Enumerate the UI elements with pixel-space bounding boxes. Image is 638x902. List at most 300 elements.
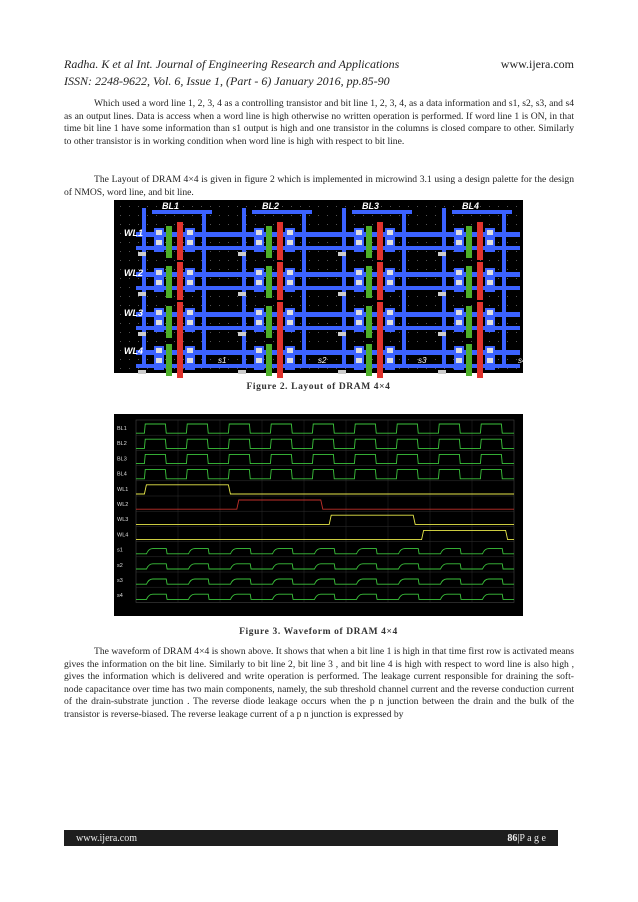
grid-dot: [408, 215, 409, 216]
grid-dot: [408, 278, 409, 279]
nmos-poly-gate: [177, 302, 183, 340]
grid-dot: [426, 332, 427, 333]
grid-dot: [372, 260, 373, 261]
grid-dot: [354, 215, 355, 216]
grid-dot: [138, 305, 139, 306]
grid-dot: [327, 242, 328, 243]
nmos-poly-gate: [477, 340, 483, 378]
grid-dot: [273, 341, 274, 342]
grid-dot: [291, 206, 292, 207]
grid-dot: [399, 305, 400, 306]
via: [238, 292, 246, 296]
contact: [256, 270, 262, 275]
word-line-label: WL2: [124, 268, 143, 278]
nmos-diffusion: [366, 306, 372, 338]
via: [138, 370, 146, 374]
signal-trace: [136, 594, 514, 599]
grid-dot: [435, 260, 436, 261]
grid-dot: [237, 215, 238, 216]
grid-dot: [498, 305, 499, 306]
grid-dot: [138, 368, 139, 369]
grid-dot: [300, 206, 301, 207]
grid-dot: [498, 278, 499, 279]
grid-dot: [408, 206, 409, 207]
grid-dot: [498, 224, 499, 225]
grid-dot: [273, 242, 274, 243]
grid-dot: [498, 296, 499, 297]
grid-dot: [390, 206, 391, 207]
grid-dot: [147, 332, 148, 333]
grid-dot: [516, 278, 517, 279]
contact: [256, 348, 262, 353]
grid-dot: [498, 242, 499, 243]
contact: [287, 320, 293, 325]
grid-dot: [390, 332, 391, 333]
grid-dot: [489, 215, 490, 216]
grid-dot: [489, 206, 490, 207]
signal-trace: [136, 454, 514, 463]
grid-dot: [408, 323, 409, 324]
grid-dot: [273, 305, 274, 306]
grid-dot: [201, 242, 202, 243]
grid-dot: [318, 251, 319, 252]
contact: [456, 270, 462, 275]
grid-dot: [228, 278, 229, 279]
grid-dot: [399, 251, 400, 252]
grid-dot: [390, 341, 391, 342]
figure-2-caption: Figure 2. Layout of DRAM 4×4: [246, 382, 391, 392]
contact: [156, 310, 162, 315]
grid-dot: [120, 224, 121, 225]
grid-dot: [129, 278, 130, 279]
grid-dot: [282, 215, 283, 216]
grid-dot: [480, 260, 481, 261]
grid-dot: [174, 251, 175, 252]
grid-dot: [300, 305, 301, 306]
paragraph-3: The waveform of DRAM 4×4 is shown above. It shows that when a bit line 1 is high in that time first row is activated means gives the information on the bit line. Similarly to bit line 2, bit line 3 , and bit line 4 is high with respect to word line is also high , gives the information which is delivered and write operation is performed. The leakage current responsible for draining the soft-node capacitance over time has two main components, namely, the sub threshold channel current and the reverse conduction current of the drain-substrate junction . The reverse diode leakage occurs when the p n junction between the drain and the bulk of the transistor is reverse-biased. The reverse leakage current of a p n junction is expressed by: [64, 646, 574, 720]
grid-dot: [435, 242, 436, 243]
contact: [156, 270, 162, 275]
grid-dot: [426, 251, 427, 252]
grid-dot: [201, 368, 202, 369]
grid-dot: [489, 332, 490, 333]
grid-dot: [336, 323, 337, 324]
grid-dot: [237, 368, 238, 369]
grid-dot: [273, 278, 274, 279]
grid-dot: [300, 251, 301, 252]
grid-dot: [138, 260, 139, 261]
grid-dot: [183, 323, 184, 324]
grid-dot: [255, 305, 256, 306]
grid-dot: [507, 323, 508, 324]
nmos-poly-gate: [177, 340, 183, 378]
bit-line-metal: [302, 210, 306, 368]
grid-dot: [426, 215, 427, 216]
contact: [487, 230, 493, 235]
grid-dot: [516, 251, 517, 252]
signal-trace: [136, 470, 514, 479]
grid-dot: [462, 224, 463, 225]
contact: [256, 280, 262, 285]
grid-dot: [129, 323, 130, 324]
grid-dot: [120, 296, 121, 297]
grid-dot: [435, 332, 436, 333]
grid-dot: [210, 368, 211, 369]
grid-dot: [246, 260, 247, 261]
grid-dot: [435, 368, 436, 369]
grid-dot: [336, 242, 337, 243]
grid-dot: [507, 359, 508, 360]
grid-dot: [255, 215, 256, 216]
grid-dot: [354, 332, 355, 333]
output-line-label: s4: [518, 356, 527, 365]
nmos-poly-gate: [177, 262, 183, 300]
grid-dot: [201, 341, 202, 342]
signal-label: s3: [117, 578, 123, 584]
grid-dot: [408, 260, 409, 261]
grid-dot: [273, 368, 274, 369]
signal-label: WL2: [117, 502, 129, 508]
grid-dot: [219, 269, 220, 270]
contact: [256, 240, 262, 245]
grid-dot: [273, 260, 274, 261]
grid-dot: [372, 224, 373, 225]
grid-dot: [372, 296, 373, 297]
grid-dot: [471, 224, 472, 225]
grid-dot: [498, 260, 499, 261]
grid-dot: [309, 215, 310, 216]
grid-dot: [498, 206, 499, 207]
grid-dot: [264, 368, 265, 369]
grid-dot: [138, 251, 139, 252]
contact: [256, 320, 262, 325]
grid-dot: [138, 359, 139, 360]
bit-line-metal: [202, 210, 206, 368]
grid-dot: [453, 224, 454, 225]
grid-dot: [174, 278, 175, 279]
contact: [356, 270, 362, 275]
contact: [156, 358, 162, 363]
contact: [456, 348, 462, 353]
grid-dot: [228, 323, 229, 324]
grid-dot: [354, 341, 355, 342]
nmos-diffusion: [266, 266, 272, 298]
grid-dot: [120, 278, 121, 279]
grid-dot: [228, 296, 229, 297]
grid-dot: [129, 296, 130, 297]
grid-dot: [372, 323, 373, 324]
grid-dot: [516, 242, 517, 243]
bit-line-label: BL4: [462, 201, 480, 211]
via: [338, 252, 346, 256]
grid-dot: [210, 323, 211, 324]
grid-dot: [462, 305, 463, 306]
contact: [287, 270, 293, 275]
grid-dot: [408, 332, 409, 333]
nmos-diffusion: [466, 226, 472, 258]
grid-dot: [255, 296, 256, 297]
grid-dot: [435, 359, 436, 360]
grid-dot: [219, 224, 220, 225]
via: [138, 332, 146, 336]
grid-dot: [336, 206, 337, 207]
grid-dot: [390, 305, 391, 306]
grid-dot: [183, 359, 184, 360]
signal-label: WL3: [117, 517, 129, 524]
grid-dot: [327, 278, 328, 279]
grid-dot: [516, 296, 517, 297]
grid-dot: [399, 323, 400, 324]
grid-dot: [426, 260, 427, 261]
signal-label: WL1: [117, 486, 129, 493]
grid-dot: [399, 269, 400, 270]
grid-dot: [264, 269, 265, 270]
grid-dot: [246, 242, 247, 243]
grid-dot: [120, 242, 121, 243]
nmos-diffusion: [366, 226, 372, 258]
grid-dot: [300, 269, 301, 270]
grid-dot: [174, 332, 175, 333]
grid-dot: [273, 215, 274, 216]
grid-dot: [255, 260, 256, 261]
word-line-label: WL1: [124, 228, 143, 238]
grid-dot: [327, 206, 328, 207]
signal-label: s4: [117, 593, 123, 600]
grid-dot: [246, 278, 247, 279]
grid-dot: [300, 260, 301, 261]
nmos-diffusion: [166, 306, 172, 338]
grid-dot: [291, 260, 292, 261]
grid-dot: [318, 215, 319, 216]
grid-dot: [309, 305, 310, 306]
contact: [287, 310, 293, 315]
grid-dot: [237, 305, 238, 306]
grid-dot: [165, 251, 166, 252]
grid-dot: [336, 305, 337, 306]
grid-dot: [363, 215, 364, 216]
grid-dot: [120, 350, 121, 351]
grid-dot: [246, 251, 247, 252]
grid-dot: [399, 368, 400, 369]
grid-dot: [327, 332, 328, 333]
grid-dot: [453, 269, 454, 270]
grid-dot: [147, 206, 148, 207]
grid-dot: [264, 278, 265, 279]
grid-dot: [120, 233, 121, 234]
grid-dot: [138, 323, 139, 324]
grid-dot: [498, 341, 499, 342]
signal-label: s1: [117, 547, 123, 554]
bit-line-metal: [402, 210, 406, 368]
grid-dot: [507, 206, 508, 207]
grid-dot: [291, 332, 292, 333]
contact: [387, 310, 393, 315]
grid-dot: [372, 215, 373, 216]
grid-dot: [183, 251, 184, 252]
grid-dot: [372, 341, 373, 342]
grid-dot: [327, 224, 328, 225]
contact: [387, 240, 393, 245]
grid-dot: [462, 215, 463, 216]
grid-dot: [219, 341, 220, 342]
grid-dot: [156, 332, 157, 333]
grid-dot: [300, 296, 301, 297]
grid-dot: [228, 332, 229, 333]
grid-dot: [165, 368, 166, 369]
grid-dot: [507, 368, 508, 369]
grid-dot: [417, 269, 418, 270]
grid-dot: [174, 242, 175, 243]
contact: [356, 230, 362, 235]
grid-dot: [363, 296, 364, 297]
grid-dot: [201, 260, 202, 261]
grid-dot: [309, 278, 310, 279]
journal-header: [64, 56, 399, 90]
grid-dot: [507, 242, 508, 243]
grid-dot: [336, 368, 337, 369]
grid-dot: [264, 242, 265, 243]
grid-dot: [156, 341, 157, 342]
grid-dot: [462, 260, 463, 261]
grid-dot: [444, 368, 445, 369]
grid-dot: [282, 206, 283, 207]
grid-dot: [318, 341, 319, 342]
nmos-diffusion: [166, 226, 172, 258]
contact: [156, 240, 162, 245]
grid-dot: [174, 296, 175, 297]
contact: [387, 230, 393, 235]
signal-label: WL4: [117, 532, 129, 539]
dram-waveform-drawing: [114, 414, 523, 616]
grid-dot: [327, 359, 328, 360]
signal-trace: [136, 500, 514, 509]
bit-line-label: BL3: [362, 201, 380, 211]
grid-dot: [291, 305, 292, 306]
grid-dot: [417, 368, 418, 369]
contact: [487, 348, 493, 353]
grid-dot: [219, 368, 220, 369]
grid-dot: [228, 305, 229, 306]
grid-dot: [264, 251, 265, 252]
bit-line-top-metal: [452, 210, 512, 214]
contact: [187, 270, 193, 275]
grid-dot: [453, 251, 454, 252]
grid-dot: [246, 206, 247, 207]
grid-dot: [246, 269, 247, 270]
header-website[interactable]: www.ijera.com: [500, 57, 574, 71]
grid-dot: [426, 278, 427, 279]
grid-dot: [309, 323, 310, 324]
grid-dot: [246, 332, 247, 333]
grid-dot: [507, 269, 508, 270]
grid-dot: [363, 341, 364, 342]
grid-dot: [210, 341, 211, 342]
grid-dot: [156, 206, 157, 207]
grid-dot: [192, 305, 193, 306]
grid-dot: [381, 260, 382, 261]
grid-dot: [228, 341, 229, 342]
output-line-label: s2: [318, 356, 327, 365]
grid-dot: [264, 305, 265, 306]
grid-dot: [453, 332, 454, 333]
grid-dot: [363, 305, 364, 306]
signal-trace: [136, 579, 514, 584]
grid-dot: [156, 305, 157, 306]
grid-dot: [273, 269, 274, 270]
grid-dot: [516, 323, 517, 324]
bit-line-top-metal: [352, 210, 412, 214]
grid-dot: [219, 278, 220, 279]
grid-dot: [192, 296, 193, 297]
signal-label: BL4: [117, 471, 127, 478]
grid-dot: [183, 332, 184, 333]
grid-dot: [246, 341, 247, 342]
grid-dot: [147, 323, 148, 324]
grid-dot: [336, 359, 337, 360]
grid-dot: [147, 278, 148, 279]
grid-dot: [237, 341, 238, 342]
grid-dot: [237, 224, 238, 225]
grid-dot: [237, 206, 238, 207]
grid-dot: [201, 296, 202, 297]
nmos-diffusion: [466, 306, 472, 338]
grid-dot: [273, 224, 274, 225]
grid-dot: [183, 305, 184, 306]
grid-dot: [417, 215, 418, 216]
grid-dot: [201, 332, 202, 333]
contact: [487, 240, 493, 245]
grid-dot: [147, 224, 148, 225]
grid-dot: [147, 251, 148, 252]
grid-dot: [174, 341, 175, 342]
grid-dot: [381, 215, 382, 216]
figure-3-waveform: [114, 414, 523, 616]
contact: [356, 280, 362, 285]
grid-dot: [372, 269, 373, 270]
grid-dot: [498, 251, 499, 252]
grid-dot: [516, 260, 517, 261]
grid-dot: [300, 215, 301, 216]
contact: [287, 230, 293, 235]
contact: [487, 270, 493, 275]
grid-dot: [291, 341, 292, 342]
signal-label: BL3: [117, 456, 127, 463]
grid-dot: [264, 260, 265, 261]
grid-dot: [408, 269, 409, 270]
grid-dot: [336, 278, 337, 279]
grid-dot: [435, 206, 436, 207]
grid-dot: [165, 278, 166, 279]
grid-dot: [210, 296, 211, 297]
grid-dot: [210, 359, 211, 360]
grid-dot: [372, 242, 373, 243]
word-line-label: WL4: [124, 346, 143, 356]
footer-website[interactable]: www.ijera.com: [76, 832, 137, 844]
signal-trace: [136, 564, 514, 569]
grid-dot: [246, 368, 247, 369]
grid-dot: [201, 305, 202, 306]
grid-dot: [120, 305, 121, 306]
grid-dot: [507, 332, 508, 333]
grid-dot: [516, 359, 517, 360]
grid-dot: [372, 368, 373, 369]
grid-dot: [264, 332, 265, 333]
grid-dot: [219, 260, 220, 261]
grid-dot: [264, 215, 265, 216]
grid-dot: [219, 296, 220, 297]
via: [238, 252, 246, 256]
grid-dot: [174, 215, 175, 216]
